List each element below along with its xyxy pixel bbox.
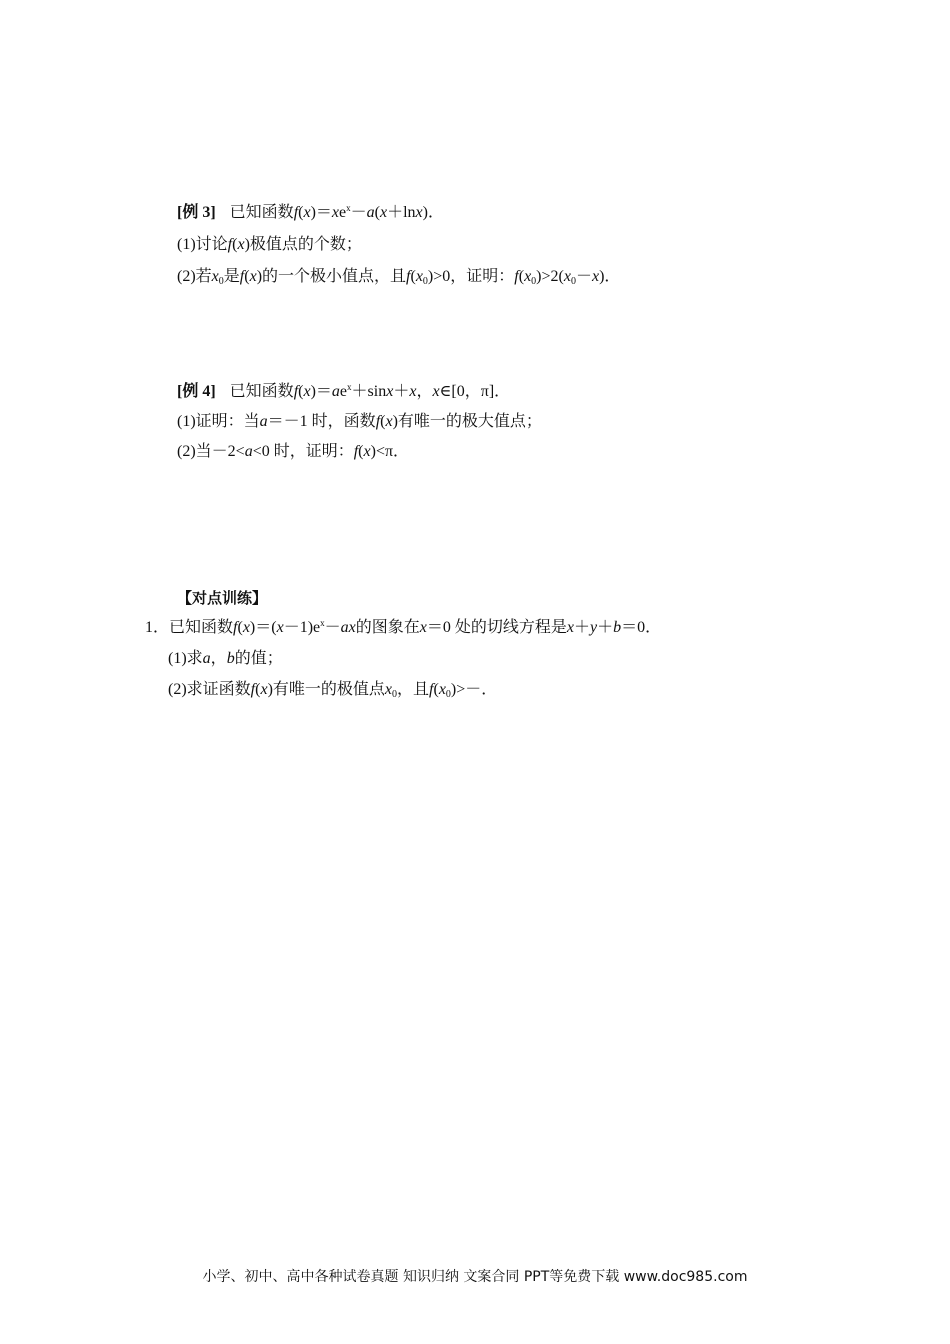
practice-problem-1: 1．已知函数$f(x)=(x-1)e^x-ax$的图象在x＝0 处的切线方程是x＋y＋b＝0． bbox=[145, 618, 662, 636]
practice-question-1: (1)求a，b的值； bbox=[168, 650, 283, 667]
footer-text: 小学、初中、高中各种试卷真题 知识归纳 文案合同 PPT等免费下载 www.doc985.com bbox=[202, 1269, 748, 1285]
example-4-question-2: (2)当－2<a<0 时，证明：f(x)<π． bbox=[177, 443, 410, 460]
example-4-label: [例 4] bbox=[177, 383, 216, 400]
example-3-question-2: (2)若$x_0$是f(x)的一个极小值点，且$f(x_0)>0$，证明：$f(x_0)>2(x_0-x)$． bbox=[177, 268, 621, 287]
example-3-label: [例 3] bbox=[177, 204, 216, 221]
example-3-statement: [例 3] 已知函数$f(x)=xe^x-a(x+\ln x)$． bbox=[177, 203, 444, 221]
practice-question-2: (2)求证函数f(x)有唯一的极值点$x_0$，且$f(x_0)>-$． bbox=[168, 681, 498, 700]
example-4-question-1: (1)证明：当a＝－1 时，函数f(x)有唯一的极大值点； bbox=[177, 413, 542, 430]
example-3-question-1: (1)讨论f(x)极值点的个数； bbox=[177, 236, 362, 253]
example-4-statement: [例 4] 已知函数$f(x)=ae^x+\sin x+x$，x∈[0，π]． bbox=[177, 382, 511, 400]
practice-heading: 【对点训练】 bbox=[177, 589, 268, 607]
